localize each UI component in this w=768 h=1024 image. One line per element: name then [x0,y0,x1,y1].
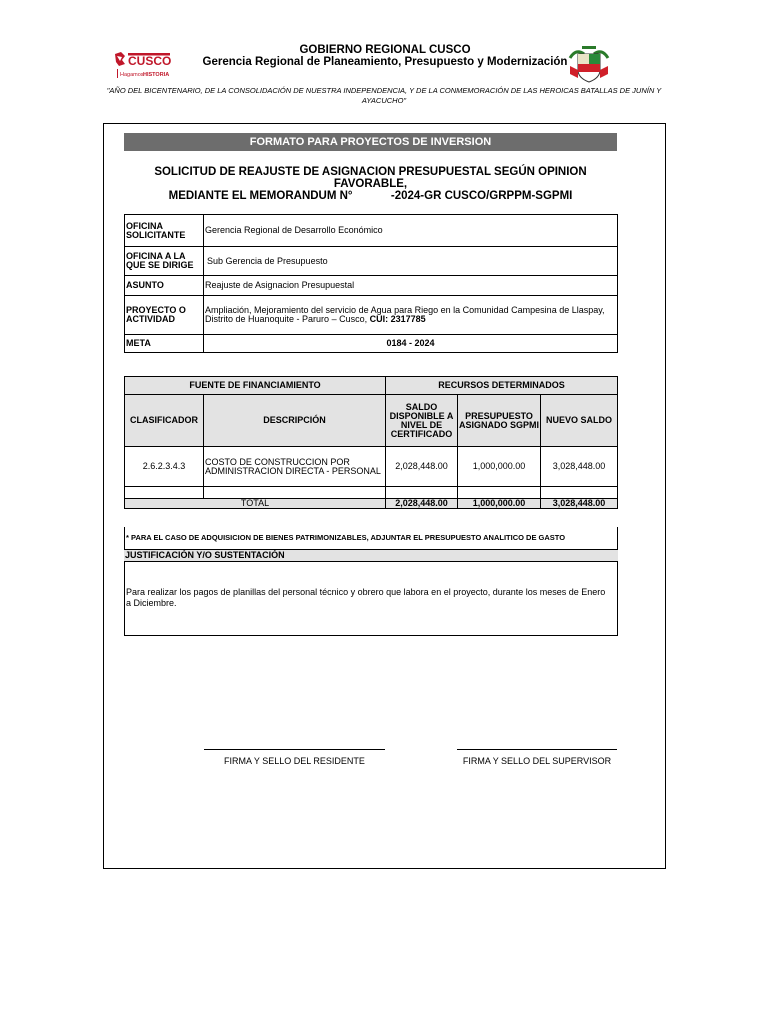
cell-clasificador: 2.6.2.3.4.3 [125,447,204,487]
total-nuevo-saldo: 3,028,448.00 [541,499,618,509]
svg-text:HISTORIA: HISTORIA [143,72,170,78]
header-title-gerencia: Gerencia Regional de Planeamiento, Presupuesto y Modernización [202,56,568,68]
svg-text:Hagamos: Hagamos [120,72,144,78]
total-presupuesto: 1,000,000.00 [458,499,541,509]
signature-label-residente: FIRMA Y SELLO DEL RESIDENTE [224,756,365,766]
financing-table [124,376,618,509]
gobierno-regional-cusco-logo [113,50,185,80]
cell-presupuesto: 1,000,000.00 [458,447,541,487]
total-label: TOTAL [125,499,386,509]
empty-cell [458,487,541,499]
label-meta: META [125,335,204,353]
signature-line-residente [204,749,385,750]
cell-nuevo-saldo: 3,028,448.00 [541,447,618,487]
financing-top-header [125,377,618,395]
header-recursos: RECURSOS DETERMINADOS [386,377,618,395]
col-presupuesto: PRESUPUESTO ASIGNADO SGPMI [458,395,541,447]
col-saldo: SALDO DISPONIBLE A NIVEL DE CERTIFICADO [386,395,458,447]
signature-label-supervisor: FIRMA Y SELLO DEL SUPERVISOR [462,756,612,766]
row-oficina-solicitante [125,215,618,247]
value-proyecto: Ampliación, Mejoramiento del servicio de Agua para Riego en la Comunidad Campesina de Llaspay, Distrito de Huanoquite - Paruro – Cusco, [205,305,605,324]
col-descripcion: DESCRIPCIÓN [204,395,386,447]
bienes-note: * PARA EL CASO DE ADQUISICION DE BIENES PATRIMONIZABLES, ADJUNTAR EL PRESUPUESTO ANALITICO DE GASTO [126,533,566,542]
label-oficina-dirige: OFICINA A LA QUE SE DIRIGE [125,247,204,276]
value-asunto: Reajuste de Asignacion Presupuestal [204,276,618,296]
col-clasificador: CLASIFICADOR [125,395,204,447]
empty-cell [386,487,458,499]
value-oficina-dirige: Sub Gerencia de Presupuesto [204,247,618,276]
total-saldo: 2,028,448.00 [386,499,458,509]
empty-cell [541,487,618,499]
justification-box [124,527,618,636]
svg-text:CUSCO: CUSCO [128,54,172,68]
cell-descripcion: COSTO DE CONSTRUCCION POR ADMINISTRACION DIRECTA - PERSONAL [204,447,386,487]
label-asunto: ASUNTO [125,276,204,296]
table-total-row [125,499,618,509]
empty-cell [125,487,204,499]
empty-cell [204,487,386,499]
form-title-line-2: MEDIANTE EL MEMORANDUM N° -2024-GR CUSCO/GRPPM-SGPMI [168,190,573,202]
justification-header: JUSTIFICACIÓN Y/O SUSTENTACIÓN [124,549,618,562]
form-title-line-1: SOLICITUD DE REAJUSTE DE ASIGNACION PRESUPUESTAL SEGÚN OPINION FAVORABLE, [154,166,587,190]
value-oficina-solicitante: Gerencia Regional de Desarrollo Económico [204,215,618,247]
value-proyecto-cui: CUI: 2317785 [369,314,426,324]
label-proyecto: PROYECTO O ACTIVIDAD [125,296,204,335]
financing-column-headers [125,395,618,447]
justification-text: Para realizar los pagos de planillas del personal técnico y obrero que labora en el proyecto, durante los meses de Enero a Diciembre. [126,587,606,608]
table-row [125,447,618,487]
header-fuente: FUENTE DE FINANCIAMIENTO [125,377,386,395]
value-meta: 0184 - 2024 [204,335,618,353]
form-banner: FORMATO PARA PROYECTOS DE INVERSION [124,133,617,151]
signature-line-supervisor [457,749,617,750]
cell-saldo: 2,028,448.00 [386,447,458,487]
row-meta [125,335,618,353]
year-motto: "AÑO DEL BICENTENARIO, DE LA CONSOLIDACIÓN DE NUESTRA INDEPENDENCIA, Y DE LA CONMEMORACIÓN DE LAS HEROICAS BATALLAS DE JUNÍN Y AYACUCHO" [106,86,662,105]
label-oficina-solicitante: OFICINA SOLICITANTE [125,215,204,247]
form-title [124,166,617,202]
table-row-empty [125,487,618,499]
row-asunto [125,276,618,296]
value-proyecto-cell [204,296,618,335]
row-proyecto [125,296,618,335]
header-title-gobierno: GOBIERNO REGIONAL CUSCO [299,44,471,56]
row-oficina-dirige [125,247,618,276]
col-nuevo-saldo: NUEVO SALDO [541,395,618,447]
request-info-table [124,214,618,353]
